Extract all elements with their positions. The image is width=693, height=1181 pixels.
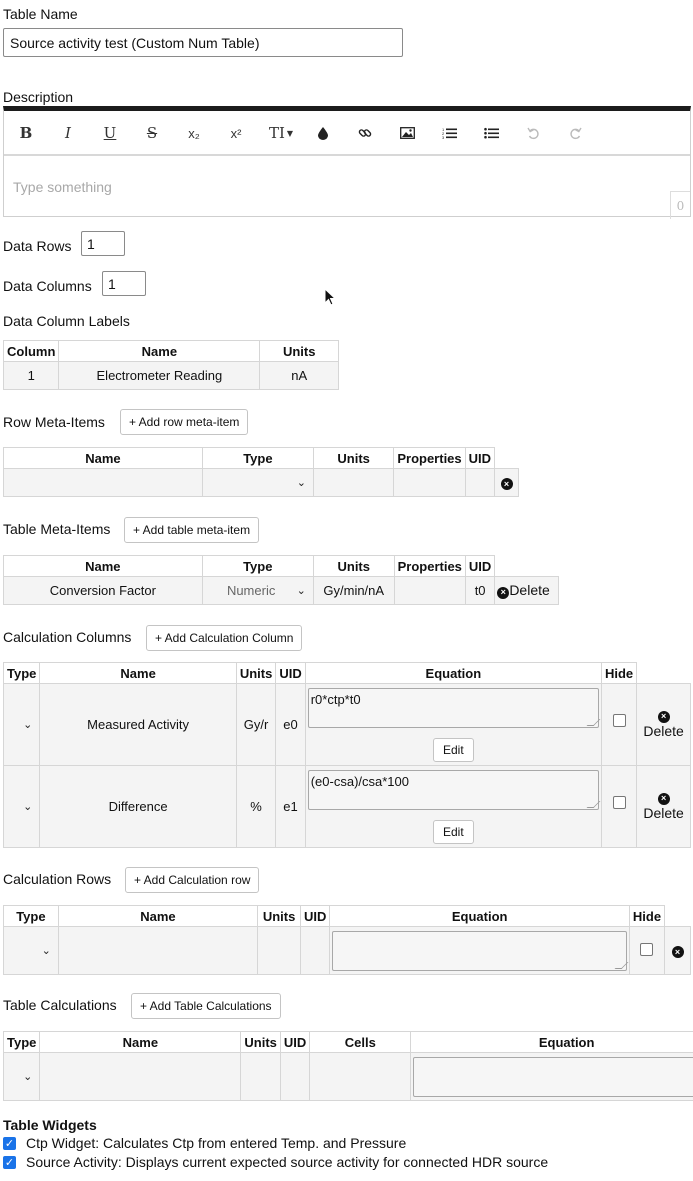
hide-checkbox[interactable] xyxy=(640,943,653,956)
char-counter: 0 xyxy=(670,191,690,219)
table-meta-uid: t0 xyxy=(465,577,494,605)
chevron-down-icon: ⌄ xyxy=(296,477,306,489)
calc-row-delete-button[interactable] xyxy=(665,927,691,975)
close-circle-icon: × xyxy=(501,478,513,490)
table-calc-type-select[interactable] xyxy=(4,1053,40,1101)
bold-button[interactable]: B xyxy=(19,124,33,142)
redo-icon xyxy=(569,127,582,140)
caret-down-icon: ▼ xyxy=(286,128,294,138)
add-calculation-column-button[interactable]: + Add Calculation Column xyxy=(146,625,302,651)
equation-textarea[interactable]: (e0-csa)/csa*100 xyxy=(308,770,599,810)
bullet-list-button[interactable] xyxy=(477,121,505,145)
table-meta-units-input[interactable]: Gy/min/nA xyxy=(313,577,394,605)
uid-header: UID xyxy=(276,663,305,684)
add-row-meta-item-button[interactable]: + Add row meta-item xyxy=(120,409,248,435)
equation-header: Equation xyxy=(411,1032,693,1053)
add-table-calculations-button[interactable]: + Add Table Calculations xyxy=(131,993,281,1019)
calc-type-select[interactable] xyxy=(4,766,40,848)
table-calcs-scroll xyxy=(3,1031,693,1101)
properties-header: Properties xyxy=(394,448,465,469)
image-button[interactable] xyxy=(393,121,421,145)
table-calc-uid xyxy=(280,1053,309,1101)
type-header: Type xyxy=(202,448,313,469)
row-meta-name-input[interactable] xyxy=(4,469,203,497)
close-circle-icon: × xyxy=(497,587,509,599)
add-calculation-row-button[interactable]: + Add Calculation row xyxy=(125,867,259,893)
underline-button[interactable]: U xyxy=(103,124,117,142)
hide-header: Hide xyxy=(629,906,664,927)
calc-name-input[interactable]: Measured Activity xyxy=(40,684,236,766)
chevron-down-icon: ⌄ xyxy=(23,801,33,813)
units-header: Units xyxy=(236,663,276,684)
ordered-list-button[interactable] xyxy=(435,121,463,145)
calc-units-input[interactable]: Gy/r xyxy=(236,684,276,766)
drop-icon xyxy=(318,127,328,140)
type-value: Numeric xyxy=(226,583,276,598)
name-header: Name xyxy=(4,448,203,469)
name-header: Name xyxy=(40,663,236,684)
svg-text:3: 3 xyxy=(441,135,444,139)
subscript-button[interactable]: x₂ xyxy=(188,125,200,141)
table-meta-properties[interactable] xyxy=(394,577,465,605)
delete-label: Delete xyxy=(643,804,684,821)
name-header: Name xyxy=(4,556,203,577)
ctp-widget-label: Ctp Widget: Calculates Ctp from entered Temp. and Pressure xyxy=(26,1135,407,1151)
name-header: Name xyxy=(40,1032,241,1053)
close-circle-icon: × xyxy=(672,946,684,958)
equation-textarea[interactable]: r0*ctp*t0 xyxy=(308,688,599,728)
calc-delete-button[interactable] xyxy=(637,684,691,766)
row-meta-delete-button[interactable] xyxy=(495,469,519,497)
data-columns-label: Data Columns xyxy=(3,278,92,294)
calc-row-type-select[interactable] xyxy=(4,927,59,975)
calc-uid: e0 xyxy=(276,684,305,766)
table-row xyxy=(4,362,339,390)
font-size-button[interactable] xyxy=(264,121,298,145)
equation-textarea[interactable] xyxy=(332,931,626,971)
table-row xyxy=(4,927,691,975)
source-activity-label: Source Activity: Displays current expected source activity for connected HDR source xyxy=(26,1154,549,1170)
calc-type-select[interactable] xyxy=(4,684,40,766)
cells-header: Cells xyxy=(310,1032,411,1053)
table-calc-name-input[interactable] xyxy=(40,1053,241,1101)
source-activity-checkbox[interactable]: ✓ xyxy=(4,1156,15,1169)
data-column-labels-table xyxy=(3,340,339,390)
redo-button[interactable] xyxy=(561,121,589,145)
table-row xyxy=(4,684,691,766)
calc-row-uid xyxy=(301,927,330,975)
units-header: Units xyxy=(241,1032,281,1053)
table-row xyxy=(4,577,559,605)
color-button[interactable] xyxy=(309,121,337,145)
table-meta-name-input[interactable]: Conversion Factor xyxy=(4,577,203,605)
calc-name-input[interactable]: Difference xyxy=(40,766,236,848)
delete-label: Delete xyxy=(509,582,550,599)
strikethrough-button[interactable]: S xyxy=(146,124,158,142)
table-name-input[interactable]: Source activity test (Custom Num Table) xyxy=(3,28,403,57)
ordered-list-icon xyxy=(442,127,457,139)
edit-button[interactable]: Edit xyxy=(433,738,474,762)
uid-header: UID xyxy=(301,906,330,927)
table-calcs-table xyxy=(3,1031,693,1101)
units-header: Units xyxy=(313,556,394,577)
chevron-down-icon: ⌄ xyxy=(23,1071,33,1083)
close-circle-icon: × xyxy=(658,793,670,805)
units-header: Units xyxy=(258,906,301,927)
superscript-button[interactable]: x² xyxy=(230,125,242,141)
calc-rows-table xyxy=(3,905,691,975)
description-placeholder: Type something xyxy=(13,179,112,195)
row-meta-table xyxy=(3,447,519,497)
table-calc-cells[interactable] xyxy=(310,1053,411,1101)
calc-rows-heading: Calculation Rows xyxy=(3,871,112,887)
mouse-cursor-icon xyxy=(324,288,336,306)
link-button[interactable] xyxy=(351,121,379,145)
close-circle-icon: × xyxy=(658,711,670,723)
ctp-widget-checkbox[interactable]: ✓ xyxy=(4,1137,15,1150)
table-meta-table xyxy=(3,555,559,605)
description-label: Description xyxy=(3,89,74,105)
type-header: Type xyxy=(202,556,313,577)
link-icon xyxy=(358,126,372,140)
table-row xyxy=(4,469,519,497)
column-units-input[interactable]: nA xyxy=(260,362,339,390)
data-column-labels-heading: Data Column Labels xyxy=(3,313,130,329)
column-name-input[interactable]: Electrometer Reading xyxy=(59,362,260,390)
svg-text:2: 2 xyxy=(441,131,444,136)
chevron-down-icon: ⌄ xyxy=(23,719,33,731)
widget-item-ctp xyxy=(3,1135,406,1151)
edit-button[interactable]: Edit xyxy=(433,820,474,844)
table-calc-units-input[interactable] xyxy=(241,1053,281,1101)
hide-header: Hide xyxy=(601,663,636,684)
table-name-label: Table Name xyxy=(3,6,78,22)
description-editor[interactable] xyxy=(3,106,691,217)
data-rows-input[interactable]: 1 xyxy=(81,231,125,256)
calc-columns-table xyxy=(3,662,691,848)
delete-label: Delete xyxy=(643,722,684,739)
row-meta-units-input[interactable] xyxy=(313,469,393,497)
row-meta-type-select[interactable] xyxy=(202,469,313,497)
calc-uid: e1 xyxy=(276,766,305,848)
table-meta-delete-button[interactable] xyxy=(495,577,559,605)
hide-checkbox[interactable] xyxy=(613,714,626,727)
table-calcs-heading: Table Calculations xyxy=(3,997,117,1013)
svg-text:1: 1 xyxy=(441,127,444,132)
row-meta-uid xyxy=(465,469,494,497)
table-meta-type-select[interactable] xyxy=(202,577,313,605)
calc-units-input[interactable]: % xyxy=(236,766,276,848)
font-size-label: TI xyxy=(268,124,285,142)
units-header: Units xyxy=(313,448,393,469)
calc-columns-heading: Calculation Columns xyxy=(3,629,132,645)
table-row xyxy=(4,766,691,848)
bullet-list-icon xyxy=(484,127,499,139)
properties-header: Properties xyxy=(394,556,465,577)
data-rows-label: Data Rows xyxy=(3,238,72,254)
chevron-down-icon: ⌄ xyxy=(41,945,51,957)
table-row xyxy=(4,1053,693,1101)
widget-item-source-activity xyxy=(3,1154,548,1170)
calc-row-name-input[interactable] xyxy=(58,927,257,975)
equation-header: Equation xyxy=(305,663,601,684)
editor-toolbar xyxy=(4,111,690,156)
add-table-meta-item-button[interactable]: + Add table meta-item xyxy=(124,517,259,543)
table-meta-heading: Table Meta-Items xyxy=(3,521,111,537)
units-header: Units xyxy=(260,341,339,362)
calc-row-units-input[interactable] xyxy=(258,927,301,975)
type-header: Type xyxy=(4,663,40,684)
column-number: 1 xyxy=(4,362,59,390)
chevron-down-icon: ⌄ xyxy=(296,585,306,597)
image-icon xyxy=(400,127,415,139)
data-columns-input[interactable]: 1 xyxy=(102,271,146,296)
equation-textarea[interactable] xyxy=(413,1057,693,1097)
uid-header: UID xyxy=(465,448,494,469)
type-header: Type xyxy=(4,906,59,927)
table-widgets-heading: Table Widgets xyxy=(3,1117,97,1133)
undo-icon xyxy=(527,127,540,140)
row-meta-heading: Row Meta-Items xyxy=(3,414,105,430)
undo-button[interactable] xyxy=(519,121,547,145)
italic-button[interactable]: I xyxy=(65,124,71,142)
name-header: Name xyxy=(58,906,257,927)
uid-header: UID xyxy=(465,556,494,577)
uid-header: UID xyxy=(280,1032,309,1053)
name-header: Name xyxy=(59,341,260,362)
calc-delete-button[interactable] xyxy=(637,766,691,848)
equation-header: Equation xyxy=(330,906,629,927)
hide-checkbox[interactable] xyxy=(613,796,626,809)
column-header: Column xyxy=(4,341,59,362)
type-header: Type xyxy=(4,1032,40,1053)
row-meta-properties[interactable] xyxy=(394,469,465,497)
